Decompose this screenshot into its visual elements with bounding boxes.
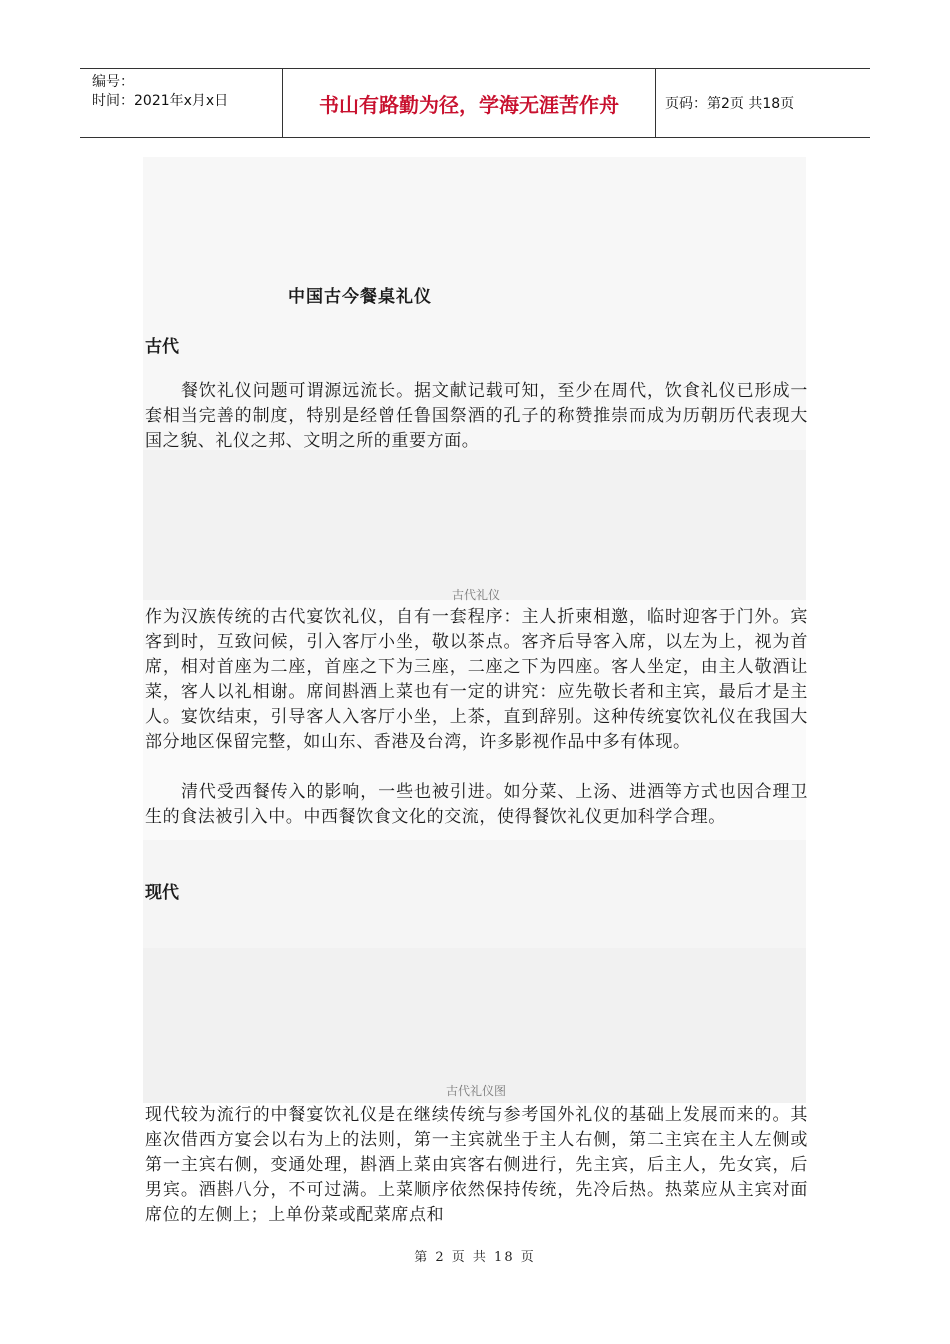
paragraph: 现代较为流行的中餐宴饮礼仪是在继续传统与参考国外礼仪的基础上发展而来的。其座次借西方宴会以右为上的法则，第一主宾就坐于主人右侧，第二主宾在主人左侧或第一主宾右侧，变通处理，斟酒上菜由宾客右侧进行，先主宾，后主人，先女宾，后男宾。酒斟八分，不可过满。上菜顺序依然保持传统，先冷后热。热菜应从主宾对面席位的左侧上；上单份菜或配菜席点和 — [145, 1105, 808, 1225]
section-heading-ancient: 古代 — [145, 337, 179, 357]
header-page-info: 页码：第2页 共18页 — [665, 96, 795, 112]
paragraph: 作为汉族传统的古代宴饮礼仪，自有一套程序：主人折柬相邀，临时迎客于门外。宾客到时，互致问候，引入客厅小坐，敬以茶点。客齐后导客入席，以左为上，视为首席，相对首座为二座，首座之下为三座，二座之下为四座。客人坐定，由主人敬酒让菜，客人以礼相谢。席间斟酒上菜也有一定的讲究：应先敬长者和主宾，最后才是主人。宴饮结束，引导客人入客厅小坐，上茶，直到辞别。这种传统宴饮礼仪在我国大部分地区保留完整，如山东、香港及台湾，许多影视作品中多有体现。 — [145, 607, 808, 752]
image-placeholder — [143, 948, 806, 1103]
paragraph: 清代受西餐传入的影响，一些也被引进。如分菜、上汤、进酒等方式也因合理卫生的食法被引入中。中西餐饮食文化的交流，使得餐饮礼仪更加科学合理。 — [145, 782, 808, 827]
image-caption: 古代礼仪图 — [445, 1084, 506, 1098]
header-motto: 书山有路勤为径，学海无涯苦作舟 — [282, 69, 656, 137]
content-block — [143, 840, 806, 948]
page-title: 中国古今餐桌礼仪 — [288, 287, 432, 307]
header-meta-cell — [80, 69, 282, 137]
header-table — [80, 68, 870, 138]
number-label: 编号： — [92, 74, 134, 90]
time-label: 时间：2021年x月x日 — [92, 93, 229, 109]
paragraph: 餐饮礼仪问题可谓源远流长。据文献记载可知，至少在周代，饮食礼仪已形成一套相当完善的制度，特别是经曾任鲁国祭酒的孔子的称赞推崇而成为历朝历代表现大国之貌、礼仪之邦、文明之所的重要方面。 — [145, 381, 808, 451]
image-caption: 古代礼仪 — [451, 588, 500, 602]
page-footer: 第 2 页 共 18 页 — [414, 1250, 536, 1265]
section-heading-modern: 现代 — [145, 883, 179, 903]
image-placeholder — [143, 450, 806, 605]
